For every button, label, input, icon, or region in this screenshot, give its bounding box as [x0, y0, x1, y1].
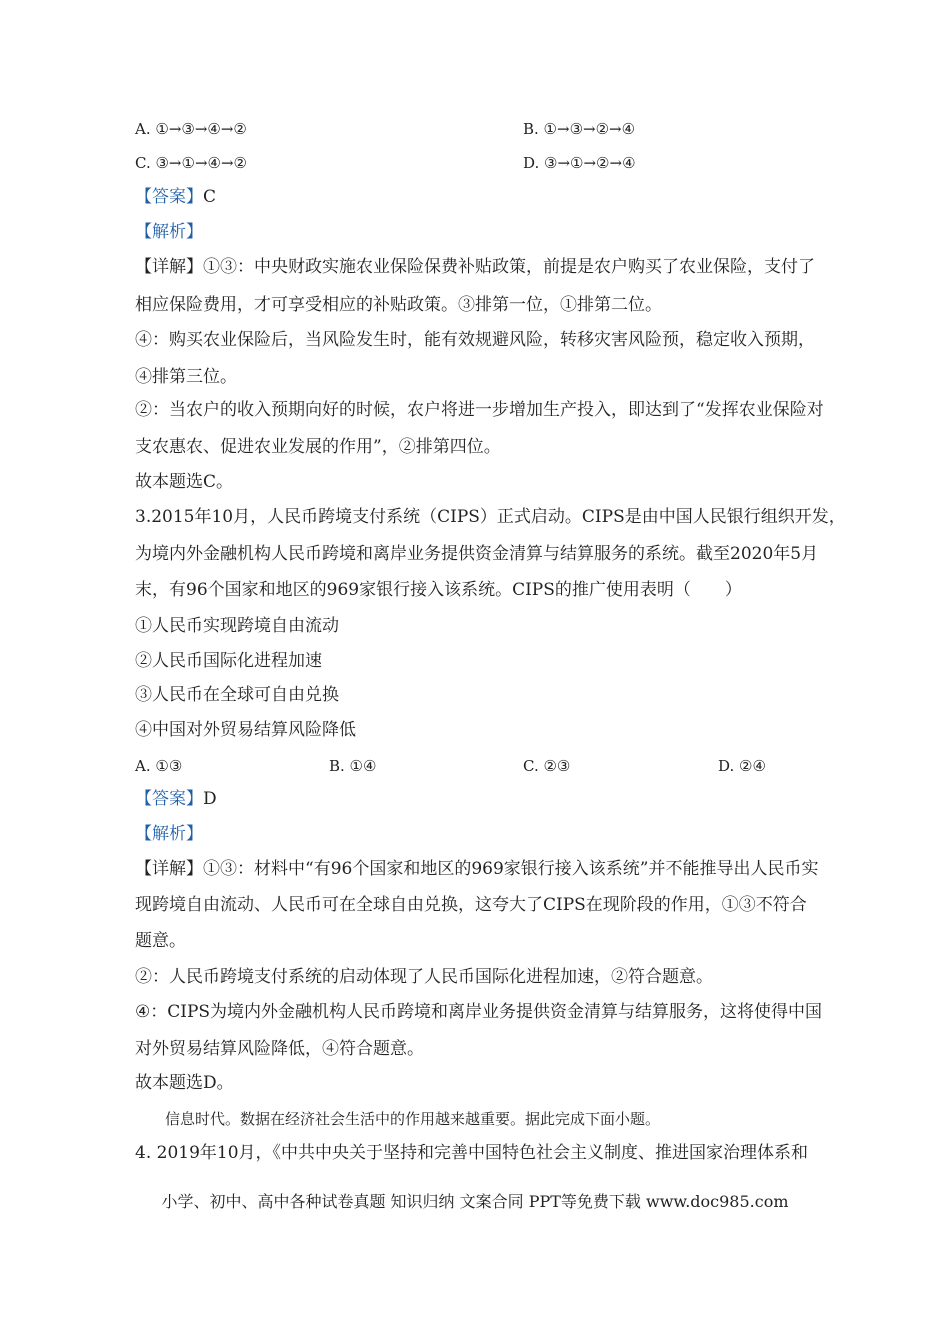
q2-option-b: B. ①→③→②→④	[523, 120, 636, 138]
q3-stem-line: 3.2015年10月，人民币跨境支付系统（CIPS）正式启动。CIPS是由中国人民银行组织开发，	[135, 507, 846, 527]
q2-detail-line: 支农惠农、促进农业发展的作用”，②排第四位。	[135, 437, 501, 457]
q2-detail-line: ④：购买农业保险后，当风险发生时，能有效规避风险，转移灾害风险预，稳定收入预期，	[135, 330, 815, 350]
page-footer: 小学、初中、高中各种试卷真题 知识归纳 文案合同 PPT等免费下载 www.doc985.com	[161, 1192, 789, 1211]
q3-stem-line: 为境内外金融机构人民币跨境和离岸业务提供资金清算与结算服务的系统。截至2020年5月	[135, 544, 819, 564]
q3-statement-2: ②人民币国际化进程加速	[135, 651, 322, 671]
q3-statement-1: ①人民币实现跨境自由流动	[135, 616, 339, 636]
answer-tag: 【答案】	[135, 187, 203, 207]
q2-option-c: C. ③→①→④→②	[135, 154, 247, 172]
q2-answer-line	[135, 185, 825, 209]
q3-detail-line: ②：人民币跨境支付系统的启动体现了人民币国际化进程加速，②符合题意。	[135, 967, 713, 987]
q3-detail-line: ④：CIPS为境内外金融机构人民币跨境和离岸业务提供资金清算与结算服务，这将使得中国	[135, 1002, 823, 1022]
q4-intro: 信息时代。数据在经济社会生活中的作用越来越重要。据此完成下面小题。	[165, 1110, 661, 1128]
q3-conclusion: 故本题选D。	[135, 1073, 234, 1093]
q2-detail-line: ②：当农户的收入预期向好的时候，农户将进一步增加生产投入，即达到了“发挥农业保险对	[135, 400, 824, 420]
q2-conclusion: 故本题选C。	[135, 472, 234, 492]
q4-stem-line: 4. 2019年10月，《中共中央关于坚持和完善中国特色社会主义制度、推进国家治理体系和	[135, 1143, 809, 1163]
q2-option-d: D. ③→①→②→④	[523, 154, 636, 172]
q3-statement-4: ④中国对外贸易结算风险降低	[135, 720, 356, 740]
q2-detail-line: ④排第三位。	[135, 367, 237, 387]
q2-detail-line: 【详解】①③：中央财政实施农业保险保费补贴政策，前提是农户购买了农业保险，支付了	[135, 257, 815, 277]
q3-detail-line: 现跨境自由流动、人民币可在全球自由兑换，这夸大了CIPS在现阶段的作用，①③不符合	[135, 895, 807, 915]
q2-analysis-tag: 【解析】	[135, 222, 203, 242]
q3-answer: D	[203, 789, 217, 809]
q3-detail-line: 【详解】①③：材料中“有96个国家和地区的969家银行接入该系统”并不能推导出人民币实	[135, 859, 819, 879]
q3-detail-line: 对外贸易结算风险降低，④符合题意。	[135, 1039, 424, 1059]
q3-answer-line	[135, 787, 825, 811]
q3-option-d: D. ②④	[718, 757, 766, 775]
q2-option-a: A. ①→③→④→②	[135, 120, 247, 138]
q3-analysis-tag: 【解析】	[135, 824, 203, 844]
q3-stem-line: 末，有96个国家和地区的969家银行接入该系统。CIPS的推广使用表明（ ）	[135, 580, 742, 600]
q2-answer: C	[203, 187, 217, 207]
q3-option-b: B. ①④	[329, 757, 377, 775]
q3-option-a: A. ①③	[135, 757, 183, 775]
q3-statement-3: ③人民币在全球可自由兑换	[135, 685, 339, 705]
q3-option-c: C. ②③	[523, 757, 571, 775]
answer-tag: 【答案】	[135, 789, 203, 809]
q2-detail-line: 相应保险费用，才可享受相应的补贴政策。③排第一位，①排第二位。	[135, 295, 662, 315]
q3-detail-line: 题意。	[135, 931, 186, 951]
